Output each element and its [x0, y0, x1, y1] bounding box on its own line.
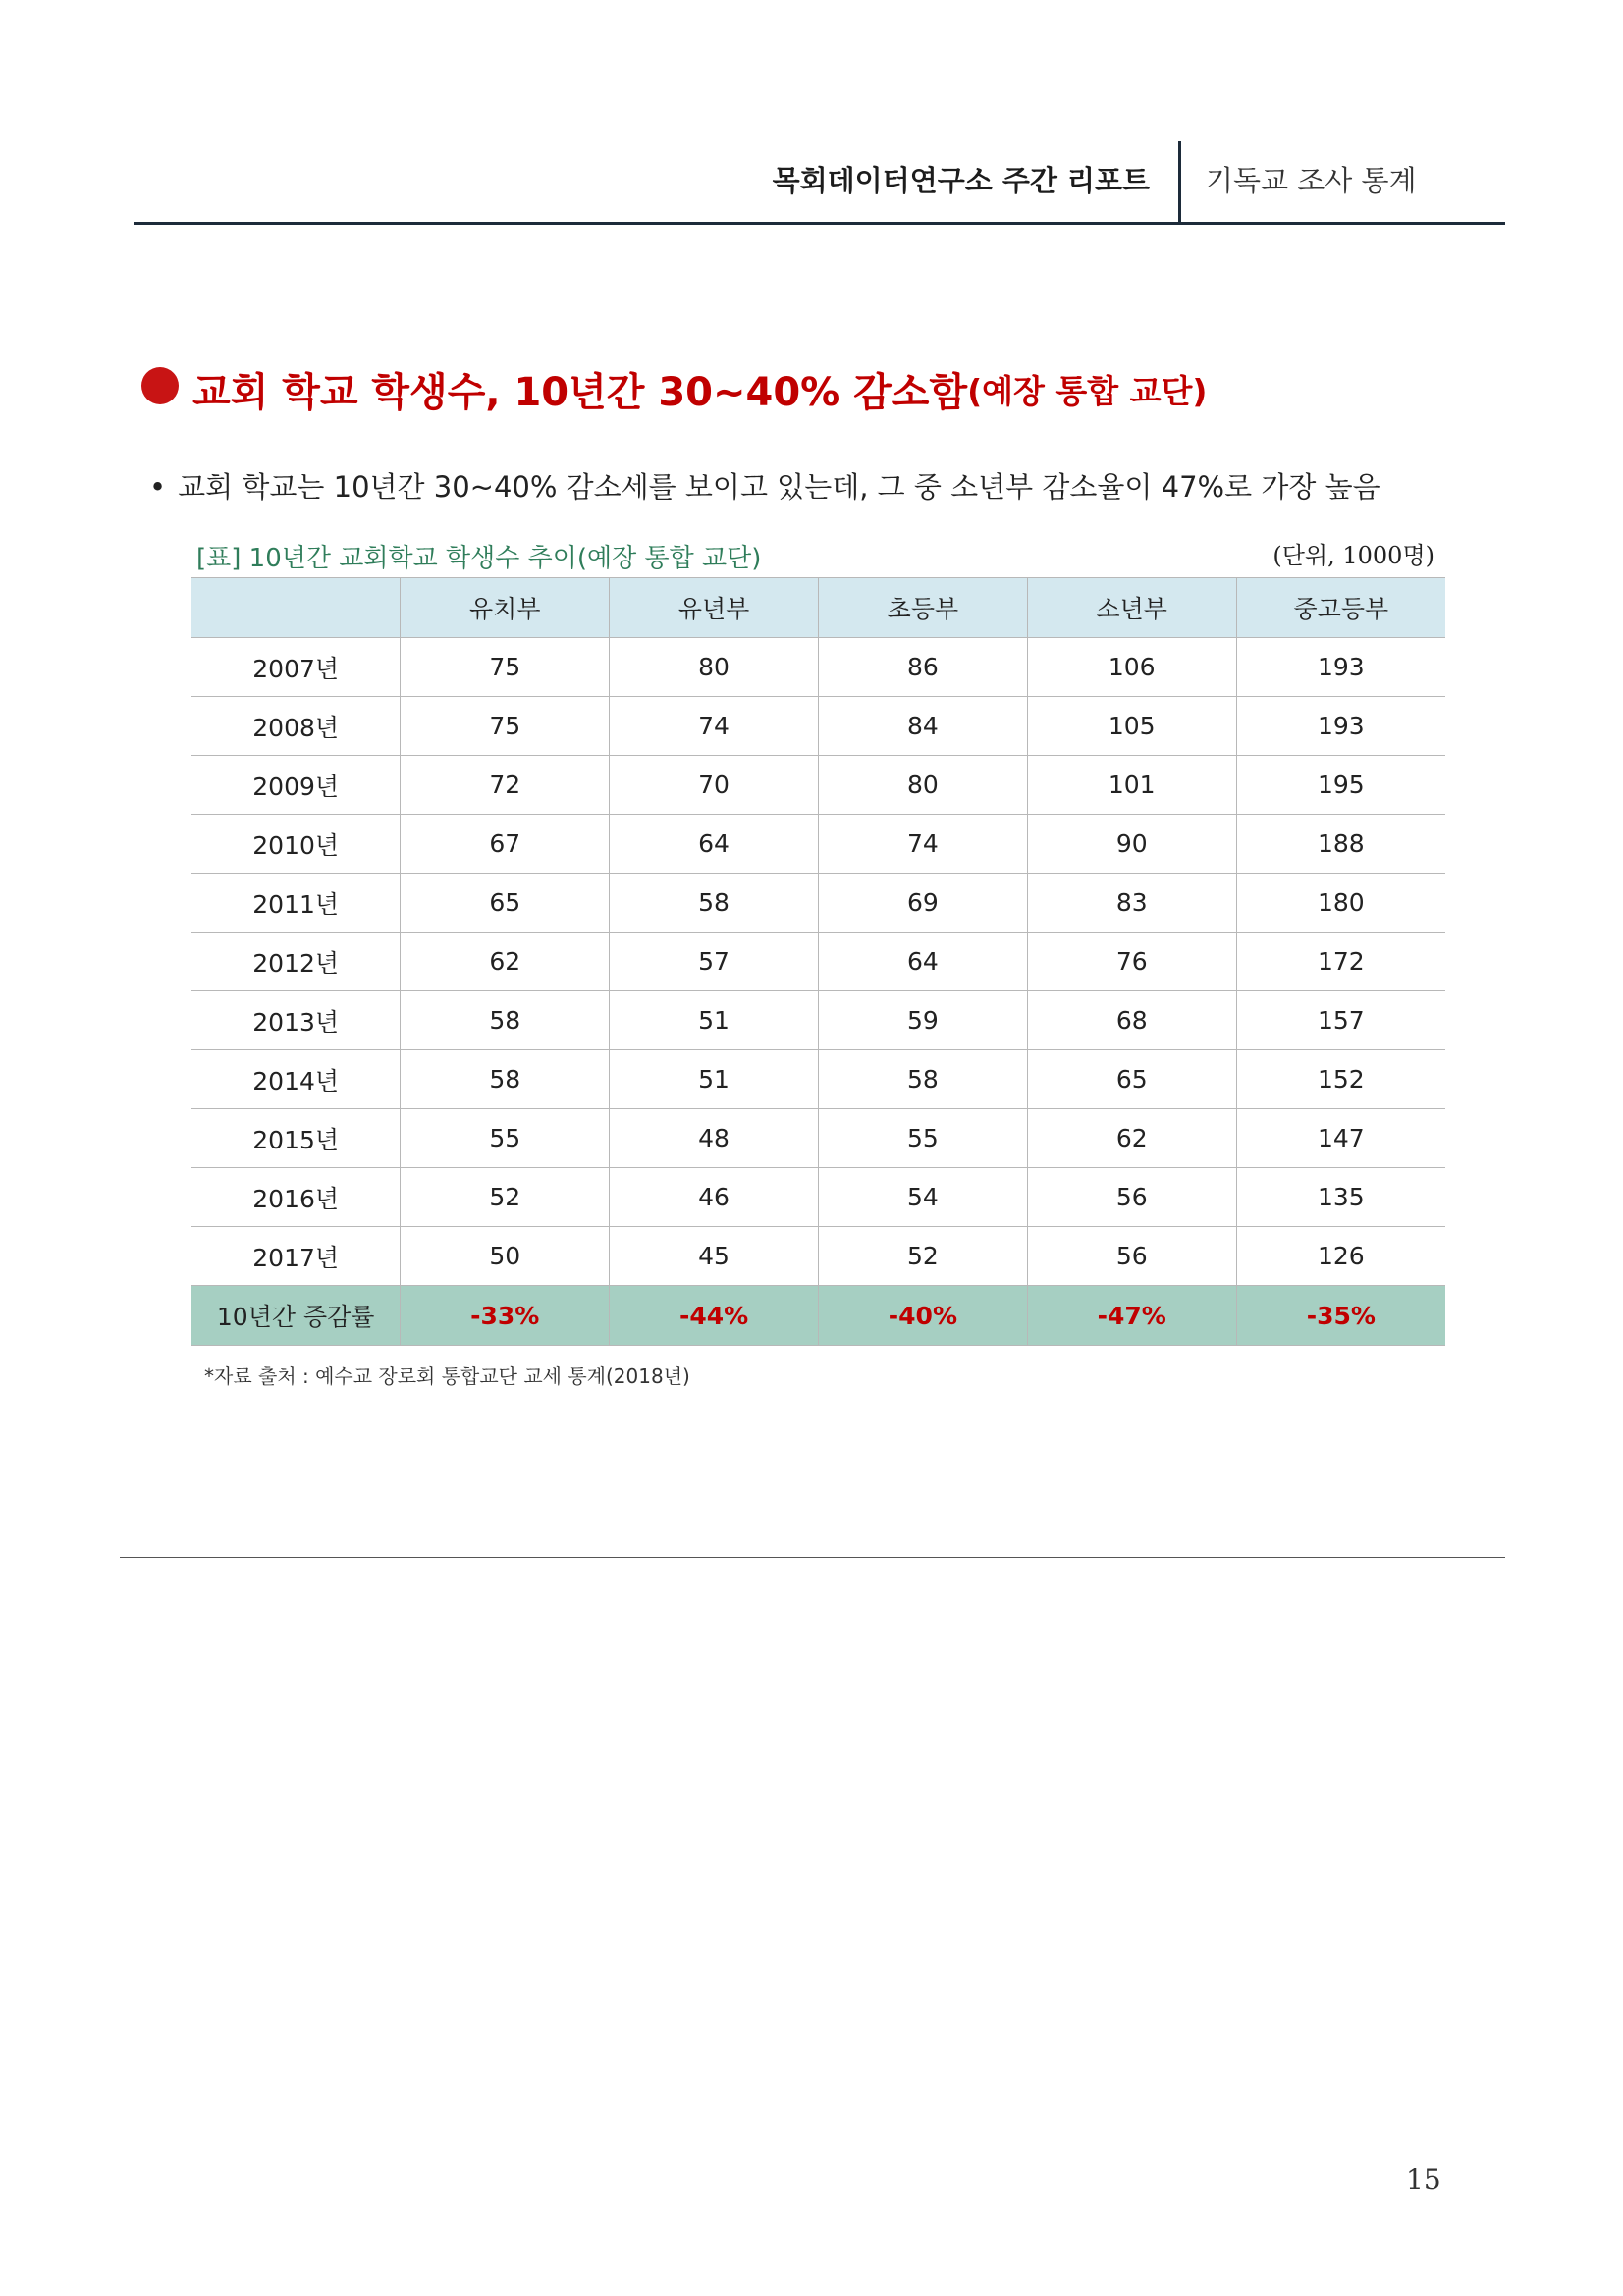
table-cell: 74: [610, 697, 819, 756]
table-header-row: [191, 578, 1445, 638]
summary-cell: -40%: [818, 1286, 1027, 1346]
summary-cell: -35%: [1236, 1286, 1445, 1346]
table-cell: 135: [1236, 1168, 1445, 1227]
table-row: [191, 638, 1445, 697]
table-cell: 172: [1236, 933, 1445, 991]
table-cell: 58: [401, 1050, 610, 1109]
table-row: [191, 1109, 1445, 1168]
table-cell: 84: [818, 697, 1027, 756]
table-cell: 70: [610, 756, 819, 815]
row-year-label: 2008년: [191, 697, 401, 756]
table-cell: 193: [1236, 638, 1445, 697]
red-circle-icon: [141, 367, 179, 404]
table-cell: 75: [401, 638, 610, 697]
bullet-point: [149, 465, 1380, 506]
table-cell: 46: [610, 1168, 819, 1227]
table-row: [191, 815, 1445, 874]
table-cell: 56: [1027, 1168, 1236, 1227]
table-cell: 80: [610, 638, 819, 697]
table-body: [191, 638, 1445, 1286]
table-row: [191, 991, 1445, 1050]
table-cell: 55: [401, 1109, 610, 1168]
table-cell: 72: [401, 756, 610, 815]
report-header: [134, 137, 1505, 225]
table-cell: 195: [1236, 756, 1445, 815]
bottom-divider: [120, 1557, 1505, 1558]
table-cell: 65: [401, 874, 610, 933]
table-cell: 54: [818, 1168, 1027, 1227]
table-row: [191, 874, 1445, 933]
table-cell: 62: [1027, 1109, 1236, 1168]
table-cell: 86: [818, 638, 1027, 697]
student-count-table: [191, 577, 1445, 1346]
table-cell: 51: [610, 1050, 819, 1109]
table-cell: 62: [401, 933, 610, 991]
table-cell: 90: [1027, 815, 1236, 874]
table-unit: (단위, 1000명): [1272, 542, 1434, 569]
bullet-text: 교회 학교는 10년간 30~40% 감소세를 보이고 있는데, 그 중 소년부 감소율이 47%로 가장 높음: [178, 470, 1380, 504]
table-cell: 67: [401, 815, 610, 874]
summary-label: 10년간 증감률: [191, 1286, 401, 1346]
table-cell: 157: [1236, 991, 1445, 1050]
table-row: [191, 697, 1445, 756]
table-row: [191, 933, 1445, 991]
row-year-label: 2012년: [191, 933, 401, 991]
source-note: *자료 출처 : 예수교 장로회 통합교단 교세 통계(2018년): [204, 1364, 690, 1388]
table-cell: 152: [1236, 1050, 1445, 1109]
table-cell: 55: [818, 1109, 1027, 1168]
table-cell: 147: [1236, 1109, 1445, 1168]
section-title: [141, 361, 1208, 420]
bullet-icon: •: [149, 470, 167, 504]
table-cell: 101: [1027, 756, 1236, 815]
summary-cell: -47%: [1027, 1286, 1236, 1346]
table-cell: 64: [818, 933, 1027, 991]
column-header: 중고등부: [1236, 578, 1445, 638]
table-cell: 193: [1236, 697, 1445, 756]
column-header: 유년부: [610, 578, 819, 638]
table-cell: 76: [1027, 933, 1236, 991]
table-cell: 105: [1027, 697, 1236, 756]
summary-cell: -33%: [401, 1286, 610, 1346]
summary-cell: -44%: [610, 1286, 819, 1346]
row-year-label: 2010년: [191, 815, 401, 874]
table-cell: 52: [401, 1168, 610, 1227]
table-cell: 83: [1027, 874, 1236, 933]
table-row: [191, 1168, 1445, 1227]
table-cell: 65: [1027, 1050, 1236, 1109]
row-year-label: 2009년: [191, 756, 401, 815]
table-cell: 45: [610, 1227, 819, 1286]
table-cell: 188: [1236, 815, 1445, 874]
table-row: [191, 1050, 1445, 1109]
table-cell: 58: [401, 991, 610, 1050]
column-header: 초등부: [818, 578, 1027, 638]
section-title-main: 교회 학교 학생수, 10년간 30~40% 감소함: [192, 370, 968, 415]
section-title-sub: (예장 통합 교단): [967, 372, 1208, 410]
table-row: [191, 1227, 1445, 1286]
table-cell: 52: [818, 1227, 1027, 1286]
table-cell: 50: [401, 1227, 610, 1286]
header-divider: [1178, 141, 1181, 222]
table-cell: 180: [1236, 874, 1445, 933]
table-cell: 58: [818, 1050, 1027, 1109]
row-year-label: 2013년: [191, 991, 401, 1050]
table-cell: 80: [818, 756, 1027, 815]
table-cell: 51: [610, 991, 819, 1050]
summary-row: [191, 1286, 1445, 1346]
row-year-label: 2017년: [191, 1227, 401, 1286]
table-cell: 69: [818, 874, 1027, 933]
column-header: 소년부: [1027, 578, 1236, 638]
table-cell: 74: [818, 815, 1027, 874]
row-year-label: 2011년: [191, 874, 401, 933]
header-brand: 목회데이터연구소 주간 리포트: [772, 164, 1150, 197]
header-section: 기독교 조사 통계: [1206, 164, 1417, 197]
table-cell: 64: [610, 815, 819, 874]
table-cell: 68: [1027, 991, 1236, 1050]
table-cell: 58: [610, 874, 819, 933]
table-caption: [표] 10년간 교회학교 학생수 추이(예장 통합 교단): [196, 544, 762, 573]
column-header: [191, 578, 401, 638]
table-cell: 57: [610, 933, 819, 991]
table-cell: 59: [818, 991, 1027, 1050]
row-year-label: 2016년: [191, 1168, 401, 1227]
column-header: 유치부: [401, 578, 610, 638]
table-cell: 75: [401, 697, 610, 756]
page-number: 15: [1406, 2163, 1441, 2196]
row-year-label: 2014년: [191, 1050, 401, 1109]
table-cell: 106: [1027, 638, 1236, 697]
table-cell: 126: [1236, 1227, 1445, 1286]
table-cell: 48: [610, 1109, 819, 1168]
row-year-label: 2015년: [191, 1109, 401, 1168]
table-cell: 56: [1027, 1227, 1236, 1286]
row-year-label: 2007년: [191, 638, 401, 697]
table-row: [191, 756, 1445, 815]
